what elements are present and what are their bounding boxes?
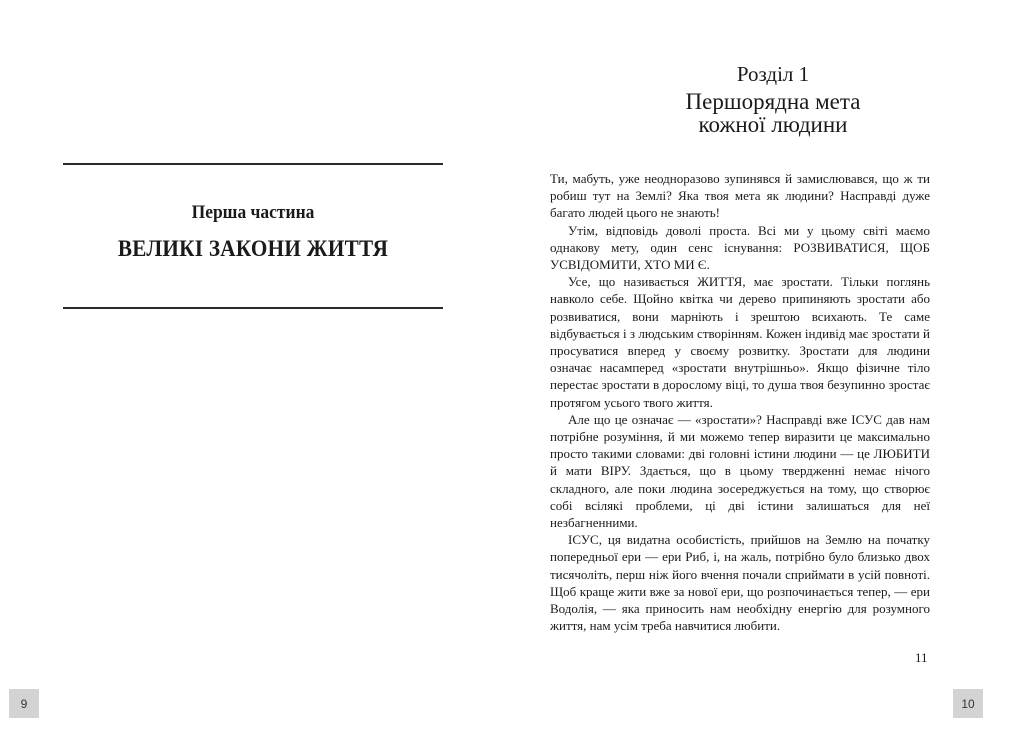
chapter-body xyxy=(550,170,930,634)
bottom-divider xyxy=(63,307,443,309)
paragraph: Утім, відповідь доволі проста. Всі ми у цьому світі маємо однакову мету, один сенс існування: РОЗВИВАТИСЯ, ЩОБ УСВІДОМИТИ, ХТО МИ Є. xyxy=(550,222,930,273)
chapter-title-line1: Першорядна мета xyxy=(685,89,861,114)
paragraph: ІСУС, ця видатна особистість, прийшов на Землю на початку попередньої ери — ери Риб, і, на жаль, потрібно було близько двох тисячоліть, перш ніж його вчення почали сприймати в усій повноті. Щоб краще жити вже за нової ери, що розпочинається тепер, — ери Водолія, — яка приносить нам необхідну енергію для розумного життя, нам усім треба навчитися любити. xyxy=(550,532,930,634)
viewer-page-number-left[interactable]: 9 xyxy=(9,689,39,718)
book-page-number: 11 xyxy=(915,650,928,665)
paragraph: Усе, що називається ЖИТТЯ, має зростати. Тільки поглянь навколо себе. Щойно квітка чи дерево припиняють зростати або розвиватися, вони марніють і зрештою всихають. Те саме відбувається і з людським створінням. Кожен індивід має зростати й просуватися вперед у своєму розвитку. Зростати для людини означає насамперед «зростати внутрішньо». Якщо фізичне тіло перестає зростати в дорослому віці, то душа твоя безупинно зростає протягом усього твого життя. xyxy=(550,274,930,410)
viewer-page-number-right[interactable]: 10 xyxy=(953,689,983,718)
chapter-title xyxy=(506,90,1012,136)
part-title: ВЕЛИКІ ЗАКОНИ ЖИТТЯ xyxy=(117,236,389,261)
chapter-title-line2: кожної людини xyxy=(698,112,848,137)
part-subtitle: Перша частина xyxy=(191,202,315,223)
chapter-number: Розділ 1 xyxy=(736,62,810,86)
paragraph: Ти, мабуть, уже неодноразово зупинявся й замислювався, що ж ти робиш тут на Землі? Яка твоя мета як людини? Насправді дуже багато людей цього не знають! xyxy=(550,171,930,221)
top-divider xyxy=(63,163,443,165)
paragraph: Але що це означає — «зростати»? Насправді вже ІСУС дав нам потрібне розуміння, й ми можемо тепер виразити це максимально просто такими словами: дві головні істини людини — це ЛЮБИТИ й мати ВІРУ. Здається, що в цьому твердженні немає нічого складного, але поки людина зосереджується на тому, що створює собі всілякі проблеми, ці дві істини залишаться для неї незбагненними. xyxy=(550,411,930,531)
